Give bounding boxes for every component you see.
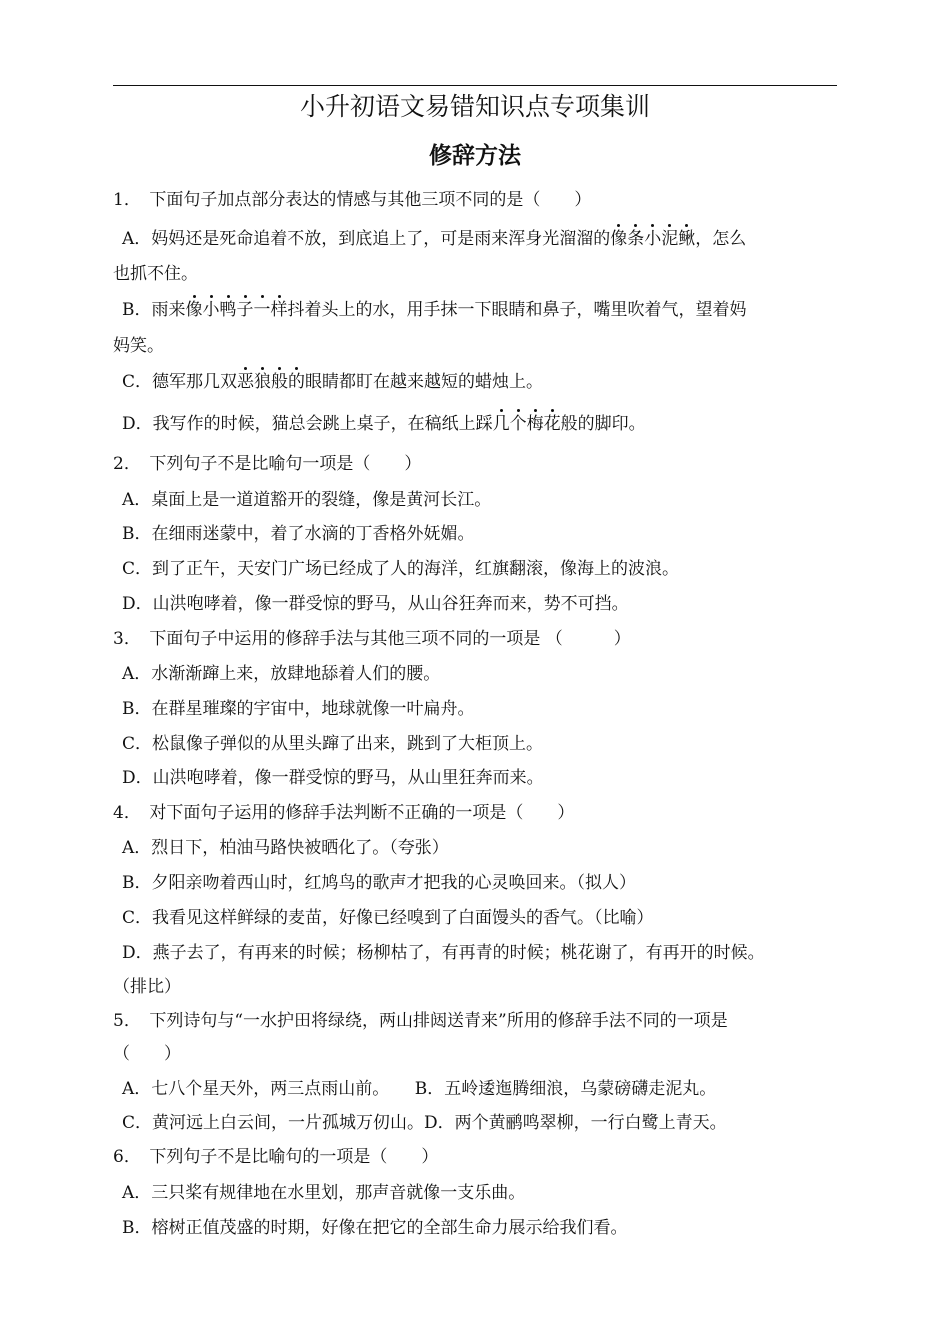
- emphasis-dot-char: 样: [270, 300, 288, 320]
- question-1-option-b-continued: 妈笑。: [113, 336, 164, 356]
- page-title: 小升初语文易错知识点专项集训: [299, 92, 650, 121]
- emphasis-dot-char: 一: [253, 300, 271, 320]
- emphasis-dot-char: 的: [288, 372, 306, 392]
- question-4-option-a: A．烈日下，柏油马路快被晒化了。（夸张）: [122, 838, 449, 858]
- question-2-option-a: A．桌面上是一道道豁开的裂缝，像是黄河长江。: [122, 490, 492, 510]
- question-5-stem-continued: （ ）: [113, 1044, 181, 1064]
- question-1-stem: 1． 下面句子加点部分表达的情感与其他三项不同的是（ ）: [113, 190, 592, 210]
- emphasis-dot-char: 小: [202, 300, 220, 320]
- emphasis-dot-char: 梅: [526, 414, 544, 434]
- emphasis-dot-char: 花: [543, 414, 561, 434]
- question-1-option-b: [122, 298, 852, 322]
- emphasized-text: [186, 300, 288, 320]
- option-text: C．德军那几双: [122, 372, 238, 392]
- question-3-option-a: A．水渐渐蹿上来，放肆地舔着人们的腰。: [122, 664, 441, 684]
- emphasis-dot-char: 鳅: [678, 229, 696, 249]
- emphasis-dot-char: 狼: [254, 372, 272, 392]
- header-rule: [113, 85, 837, 86]
- emphasis-dot-char: 子: [236, 300, 254, 320]
- emphasis-dot-char: 恶: [237, 372, 255, 392]
- question-6-option-b: B．榕树正值茂盛的时期，好像在把它的全部生命力展示给我们看。: [122, 1218, 628, 1238]
- emphasis-dot-char: 泥: [661, 229, 679, 249]
- emphasis-dot-char: 鸭: [219, 300, 237, 320]
- emphasized-text: [610, 229, 695, 249]
- question-5-options-ab: A．七八个星天外，两三点雨山前。 B．五岭逶迤腾细浪，乌蒙磅礴走泥丸。: [122, 1079, 717, 1099]
- question-1-option-d: [122, 412, 852, 436]
- question-2-stem: 2． 下列句子不是比喻句一项是（ ）: [113, 454, 422, 474]
- question-3-option-d: D．山洪咆哮着，像一群受惊的野马，从山里狂奔而来。: [122, 768, 544, 788]
- question-2-option-c: C．到了正午，天安门广场已经成了人的海洋，红旗翻滚，像海上的波浪。: [122, 559, 680, 579]
- question-4-option-b: B．夕阳亲吻着西山时，红鸠鸟的歌声才把我的心灵唤回来。（拟人）: [122, 873, 636, 893]
- question-4-option-c: C．我看见这样鲜绿的麦苗，好像已经嗅到了白面馒头的香气。（比喻）: [122, 908, 654, 928]
- emphasized-text: [237, 372, 305, 392]
- question-3-option-b: B．在群星璀璨的宇宙中，地球就像一叶扁舟。: [122, 699, 475, 719]
- question-2-option-d: D．山洪咆哮着，像一群受惊的野马，从山谷狂奔而来，势不可挡。: [122, 594, 629, 614]
- emphasis-dot-char: 条: [627, 229, 645, 249]
- emphasis-dot-char: 小: [644, 229, 662, 249]
- question-1-option-a-continued: 也抓不住。: [113, 264, 198, 284]
- option-text: 般的脚印。: [560, 414, 646, 434]
- option-text: B．雨来: [122, 300, 186, 320]
- question-4-option-d-continued: （排比）: [113, 977, 181, 997]
- question-3-stem: 3． 下面句子中运用的修辞手法与其他三项不同的一项是 （ ）: [113, 629, 631, 649]
- question-1-option-a: [122, 227, 852, 251]
- question-6-stem: 6． 下列句子不是比喻句的一项是（ ）: [113, 1147, 439, 1167]
- emphasis-dot-char: 像: [610, 229, 628, 249]
- question-3-option-c: C．松鼠像子弹似的从里头蹿了出来，跳到了大柜顶上。: [122, 734, 544, 754]
- question-1-option-c: [122, 370, 852, 394]
- option-text: 抖着头上的水，用手抹一下眼睛和鼻子，嘴里吹着气，望着妈: [287, 300, 747, 320]
- emphasis-dot-char: 几: [492, 414, 510, 434]
- question-5-stem: 5． 下列诗句与“一水护田将绿绕，两山排闼送青来”所用的修辞手法不同的一项是: [113, 1011, 728, 1031]
- option-text: D．我写作的时候，猫总会跳上桌子，在稿纸上踩: [122, 414, 493, 434]
- question-6-option-a: A．三只桨有规律地在水里划，那声音就像一支乐曲。: [122, 1183, 526, 1203]
- emphasis-dot-char: 个: [509, 414, 527, 434]
- question-2-option-b: B．在细雨迷蒙中，着了水滴的丁香格外妩媚。: [122, 524, 475, 544]
- page-subtitle: 修辞方法: [429, 143, 521, 169]
- question-4-option-d: D．燕子去了，有再来的时候；杨柳枯了，有再青的时候；桃花谢了，有再开的时候。: [122, 943, 765, 963]
- option-text: A．妈妈还是死命追着不放，到底追上了，可是雨来浑身光溜溜的: [122, 229, 611, 249]
- emphasis-dot-char: 般: [271, 372, 289, 392]
- question-4-stem: 4． 对下面句子运用的修辞手法判断不正确的一项是（ ）: [113, 803, 575, 823]
- emphasis-dot-char: 像: [185, 300, 203, 320]
- question-5-options-cd: C．黄河远上白云间，一片孤城万仞山。D．两个黄鹂鸣翠柳，一行白鹭上青天。: [122, 1113, 727, 1133]
- option-text: ，怎么: [695, 229, 747, 249]
- option-text: 眼睛都盯在越来越短的蜡烛上。: [305, 372, 544, 392]
- emphasized-text: [493, 414, 561, 434]
